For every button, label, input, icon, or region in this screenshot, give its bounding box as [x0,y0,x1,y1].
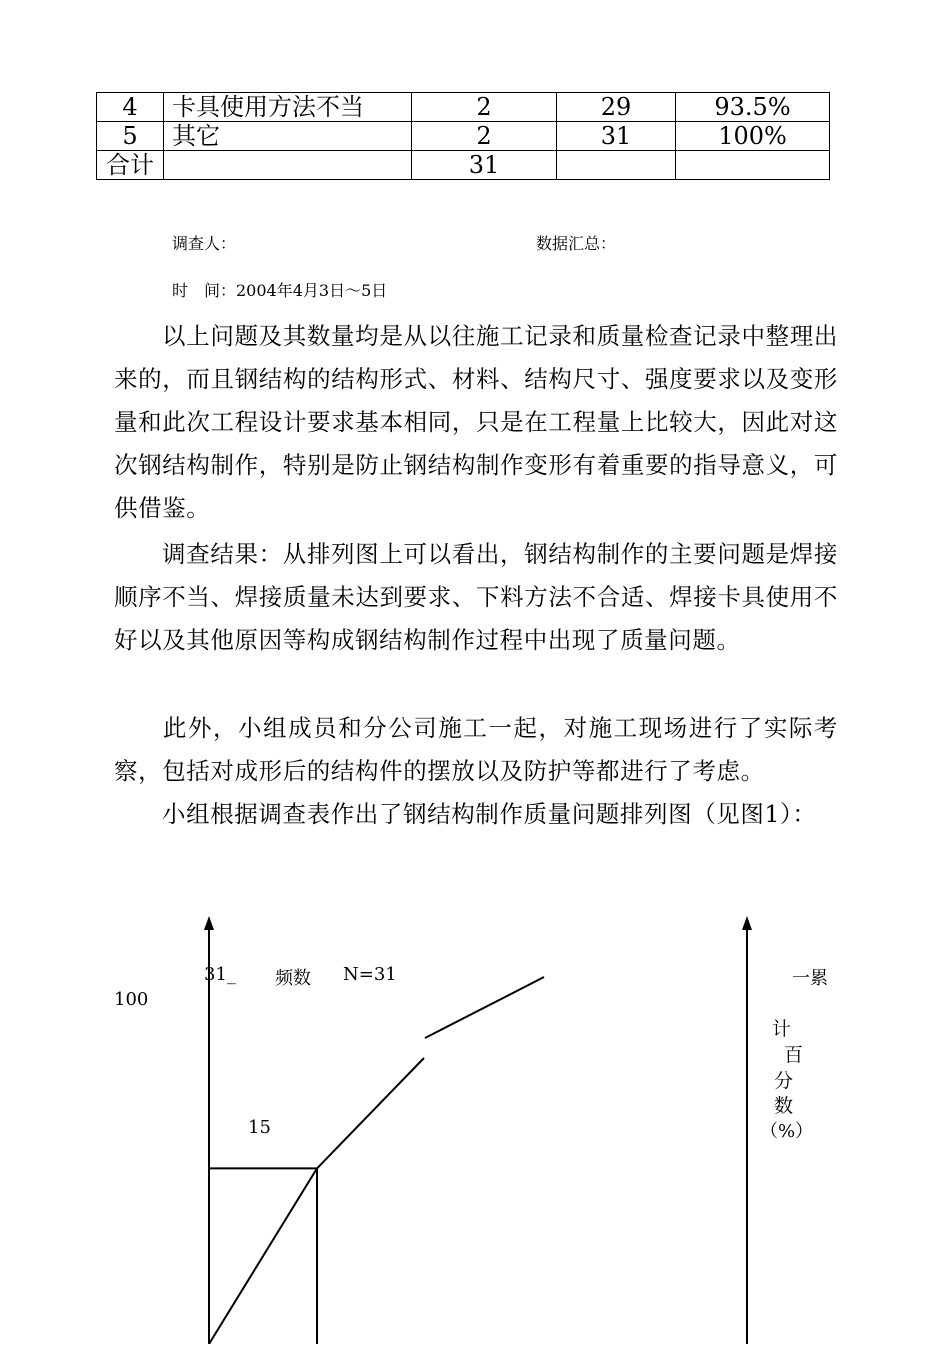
right-axis-char: 数 [774,1095,794,1117]
table-row [97,151,830,180]
left-axis-top-label: 31_ [204,964,236,985]
paragraph-4: 小组根据调查表作出了钢结构制作质量问题排列图（见图1）： [162,800,817,828]
row-freq: 2 [412,122,557,151]
row-cum: 31 [557,122,676,151]
row-freq: 2 [412,93,557,122]
right-axis-char: 分 [774,1070,794,1092]
table-row [97,93,830,122]
time-label: 时 间：2004年4月3日～5日 [172,281,388,300]
right-axis-char: 百 [784,1044,804,1066]
right-axis-char: 计 [772,1018,792,1040]
row-pct [676,151,830,180]
left-axis-arrow [204,916,214,930]
right-axis-unit: （%） [760,1121,814,1142]
right-axis-label-top: 一累 [792,968,828,989]
row-pct: 93.5% [676,93,830,122]
n-label: N=31 [343,964,397,985]
row-no: 合计 [97,151,164,180]
defect-table [96,92,830,180]
row-no: 5 [97,122,164,151]
row-no: 4 [97,93,164,122]
investigator-label: 调查人： [172,234,237,253]
freq-label: 频数 [275,968,311,989]
summary-label: 数据汇总： [536,234,617,253]
cum-line-seg-3 [425,977,544,1038]
right-axis-arrow [742,916,752,930]
row-cum [557,151,676,180]
row-item [164,151,412,180]
table-row [97,122,830,151]
row-pct: 100% [676,122,830,151]
row-cum: 29 [557,93,676,122]
row-freq: 31 [412,151,557,180]
row-item: 其它 [164,122,412,151]
bar-value-label: 15 [248,1117,271,1138]
paragraph-1: 以上问题及其数量均是从以往施工记录和质量检查记录中整理出来的，而且钢结构的结构形式、材料、结构尺寸、强度要求以及变形量和此次工程设计要求基本相同，只是在工程量上比较大，因此对这次钢结构制作，特别是防止钢结构制作变形有着重要的指导意义，可供借鉴。 [114,322,838,522]
label-100: 100 [114,989,149,1010]
paragraph-2: 调查结果：从排列图上可以看出，钢结构制作的主要问题是焊接顺序不当、焊接质量未达到要求、下料方法不合适、焊接卡具使用不好以及其他原因等构成钢结构制作过程中出现了质量问题。 [114,540,838,654]
pareto-chart [0,900,950,1344]
paragraph-3: 此外，小组成员和分公司施工一起，对施工现场进行了实际考察，包括对成形后的结构件的摆放以及防护等都进行了考虑。 [114,714,838,785]
cum-line-seg-1 [209,1168,317,1344]
row-item: 卡具使用方法不当 [164,93,412,122]
cum-line-seg-2 [317,1058,424,1168]
